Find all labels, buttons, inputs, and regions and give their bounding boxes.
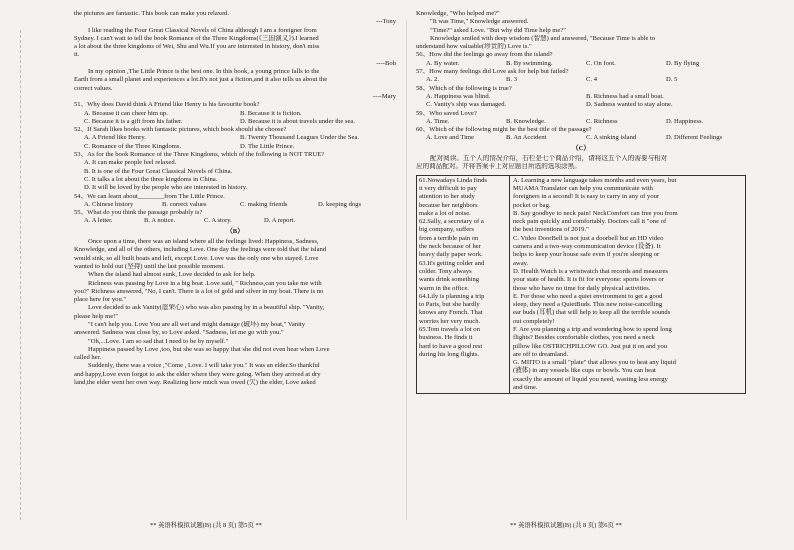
text-line: In my opinion ,The Little Prince is the best one. In this book, a young prince falls to the — [88, 68, 320, 76]
question-55 — [74, 209, 396, 226]
text-line: MUAMA Translator can help you communicate with — [513, 184, 653, 192]
text-line: sleep, they need a QuietBuds. This new noise-cancelling — [513, 301, 663, 309]
option-d[interactable]: D. Happiness. — [666, 117, 704, 125]
text-line: warm in the office. — [419, 284, 470, 292]
option-d[interactable]: D. Because it is about travels under the sea. — [240, 117, 355, 125]
question-text: 57、How many feelings did Love ask for help but failed? — [416, 68, 569, 76]
text-line: Suddenly, there was a voice ,"Come , Love. I will take you." It was an elder.So thankful — [88, 362, 320, 370]
text-line: Knowledge, "Who helped me?" — [416, 10, 500, 17]
option-a[interactable]: A. A Friend like Henry. — [84, 134, 146, 142]
text-line: G. MIITO is a small "plate" that allows you to heat any liquid — [513, 359, 676, 367]
text-line: your state of health. It is fit for everyone: sports lovers or — [513, 276, 664, 284]
option-d[interactable]: D. 5 — [666, 76, 678, 84]
option-c[interactable]: C. Vanity's ship was damaged. — [426, 101, 507, 109]
text-line: 63.It's getting colder and — [419, 259, 485, 267]
text-line: correct values. — [74, 84, 113, 92]
signature-tony: ---Tony — [375, 18, 396, 26]
paragraph-mary — [74, 68, 396, 93]
option-b[interactable]: B. It is one of the Four Great Classical Novels of China. — [84, 167, 233, 175]
option-c[interactable]: C. It talks a lot about the three kingdoms in China. — [84, 175, 218, 183]
right-page — [416, 10, 746, 394]
option-b[interactable]: B. Twenty Thousand Leagues Under the Sea. — [240, 134, 360, 142]
option-b[interactable]: B. 3 — [506, 76, 517, 84]
text-line: foreigners in a second! It is easy to carry in any of your — [513, 193, 660, 201]
text-line: during his long flights. — [419, 350, 480, 358]
text-line: attention to her study — [419, 193, 475, 201]
text-line: to Paris, but she hardly — [419, 301, 480, 309]
text-line: D. Health Watch is a wristwatch that records and measures — [513, 267, 668, 275]
page-divider — [406, 20, 407, 520]
text-line: "I can't help you. Love You are all wet and might damage (破坏) my boat," Vanity — [88, 320, 306, 328]
question-text: 51、Why does David think A Friend like Henry is his favourite book? — [74, 101, 260, 109]
text-line: big company, suffers — [419, 226, 474, 234]
option-c[interactable]: C. Romance of the Three Kingdoms. — [84, 142, 182, 150]
option-c[interactable]: C. On foot. — [586, 59, 616, 67]
option-a[interactable]: A. Chinese history — [84, 200, 134, 208]
products-column — [510, 176, 745, 394]
section-b-heading: （B） — [226, 227, 244, 235]
option-d[interactable]: D. keeping dogs — [318, 200, 362, 208]
story-passage — [74, 238, 396, 387]
text-line: pocket or bag. — [513, 201, 551, 209]
text-line: it. — [74, 51, 80, 59]
text-line: away. — [513, 259, 529, 267]
text-line: Richness was passing by Love in a big boat .Love said, " Richness,can you take me with — [88, 279, 322, 287]
question-51 — [74, 101, 396, 126]
option-b[interactable]: B. A notice. — [144, 217, 176, 225]
binding-margin — [6, 30, 21, 520]
text-line: (液体) in any vessels like cups or bowls. You can heat — [513, 367, 656, 375]
option-a[interactable]: A. Happiness was blind. — [426, 92, 491, 100]
signature-bob: ----Bob — [376, 59, 396, 67]
option-a[interactable]: A. Love and Time — [426, 134, 474, 142]
text-line: A. Learning a new language takes months and even years, but — [513, 176, 677, 184]
text-line: answered. Sadness was close by, so Love asked. "Sadness, let me go with you." — [74, 329, 284, 337]
question-text: 58、Which of the following is true? — [416, 84, 512, 92]
text-line: 61.Nowadays Linda finds — [419, 176, 487, 184]
text-line: the neck because of her — [419, 243, 481, 251]
text-line: business. He finds it — [419, 334, 473, 342]
page-footer-right: ** 英语科模拟试题(B) (共 8 页) 第6页 ** — [510, 522, 622, 529]
text-line: knows any French. That — [419, 309, 483, 317]
text-line: you?" Richness answered, "No, I can't. There is a lot of gold and silver in my boat. There is no — [74, 287, 324, 295]
option-b[interactable]: B. correct values — [162, 200, 207, 208]
page-footer-left: ** 英语科模拟试题(B) (共 8 页) 第5页 ** — [150, 522, 262, 529]
option-d[interactable]: D. Sadness wanted to stay alone. — [586, 101, 673, 109]
option-c[interactable]: C. Because it is a gift from his father. — [84, 117, 183, 125]
question-57 — [416, 68, 746, 85]
text-line: B. Say goodbye to neck pain! NeckComfort can free you from — [513, 209, 678, 217]
question-text: 53、As for the book Romance of the Three Kingdoms, which of the following is NOT TRUE? — [74, 151, 325, 159]
text-line: out completely! — [513, 317, 555, 325]
text-line: Sydney. I can't wait to tell the book Romance of the Three Kingdoms(《三国演义》).I learned — [74, 34, 319, 42]
text-line: camera and a two-way communication device (设备). It — [513, 243, 661, 251]
text-line: colder. Tony always — [419, 267, 472, 275]
people-column — [417, 176, 510, 394]
option-c[interactable]: C. 4 — [586, 76, 597, 84]
option-b[interactable]: B. Because it is fiction. — [240, 109, 302, 117]
text-line: 62.Sally, a secretary of a — [419, 218, 484, 226]
text-line: C. Video DoorBell is not just a doorbell but an HD video — [513, 234, 664, 242]
text-line: heavy daily paper work. — [419, 251, 483, 259]
question-text: 52、If Sarah likes books with fantastic pictures, which book should she choose? — [74, 126, 287, 134]
text-line: are off to dreamland. — [513, 350, 569, 358]
text-line: make a lot of noise. — [419, 209, 471, 217]
question-58 — [416, 85, 746, 110]
text-line: ear buds (耳机) that will help to keep all the terrible sounds — [513, 309, 671, 317]
option-b[interactable]: B. By swimming. — [506, 59, 553, 67]
option-b[interactable]: B. Richness had a small boat. — [586, 92, 664, 100]
signature-mary: ----Mary — [372, 92, 396, 100]
question-text: 56、How did the feelings go away from the island? — [416, 51, 553, 59]
paragraph-bob — [74, 27, 396, 60]
text-line: wants drink something — [419, 276, 480, 284]
left-page — [74, 10, 396, 387]
instruction-line: 配对阅读。五个人的情况介绍，右栏是七个商品介绍，请将这五个人的需要与相对 — [430, 155, 668, 163]
matching-table — [416, 175, 746, 395]
text-line: "It was Time," Knowledge answered. — [430, 18, 529, 26]
option-d[interactable]: D. The Little Prince. — [240, 142, 295, 150]
text-line: "Oh,...Love. I am so sad that I need to be by myself." — [88, 337, 229, 345]
option-a[interactable]: A. Time. — [426, 117, 450, 125]
question-text: 55、What do you think the passage probably is? — [74, 209, 203, 217]
option-b[interactable]: B. Knowledge. — [506, 117, 546, 125]
text-line: 64.Lily is planning a trip — [419, 292, 485, 300]
question-60 — [416, 126, 746, 143]
option-a[interactable]: A. It can make people feel relaxed. — [84, 159, 177, 167]
question-52 — [74, 126, 396, 151]
text-line: from a terrible pain on — [419, 234, 479, 242]
text-line: When the island had almost sunk, Love decided to ask for help. — [88, 271, 256, 279]
text-line: Love decided to ask Vanity(虚荣心) who was also passing by in a beautiful ship. "Vanity, — [88, 304, 325, 312]
option-a[interactable]: A. A letter. — [84, 217, 113, 225]
text-line: place here for you." — [74, 296, 127, 304]
text-line: because her neighbors — [419, 201, 478, 209]
option-c[interactable]: C. making friends — [240, 200, 288, 208]
text-line: Earth from a small planet and experiences a lot.It's not just a fiction,and it also tells us about the — [74, 76, 328, 84]
text-line: and time. — [513, 384, 538, 392]
text-line: pillow like OSTRICHPILLOW GO. Just put it on and you — [513, 342, 668, 350]
option-d[interactable]: D. By flying — [666, 59, 700, 67]
question-text: 54、We can learn about________from The Little Prince. — [74, 192, 225, 200]
text-line: Once upon a time, there was an island where all the feelings lived: Happiness, Sadness, — [88, 238, 319, 246]
text-line: Knowledge smiled with deep wisdom (智慧) and answered, "Because Time is able to — [430, 34, 656, 42]
option-d[interactable]: D. Different Feelings — [666, 134, 723, 142]
text-line: F. Are you planning a trip and wondering how to spend long — [513, 325, 672, 333]
text-line: those who have no time for daily physical activities. — [513, 284, 651, 292]
text-line: neck pain quickly and comfortably. Doctors call it "one of — [513, 218, 667, 226]
text-line: E. For those who need a quiet environment to get a good — [513, 292, 663, 300]
question-text: 59、Who saved Love? — [416, 109, 477, 117]
text-line: the pictures are fantastic. This book can make you relaxed. — [74, 10, 229, 17]
text-line: please help me!" — [74, 312, 119, 320]
text-line: and happy,Love even forgot to ask the elder where they were going. When they arrived at dry — [74, 370, 321, 378]
question-54 — [74, 193, 396, 210]
section-c-heading: （C） — [572, 144, 590, 152]
option-d[interactable]: D. It will be loved by the people who are interested in history. — [84, 184, 248, 192]
option-a[interactable]: A. By water. — [426, 59, 460, 67]
text-line: exactly the amount of liquid you need, wasting less energy — [513, 375, 668, 383]
option-c[interactable]: C. Richness — [586, 117, 618, 125]
text-line: I like reading the Four Great Classical Novels of China although I am a foreigner from — [88, 26, 317, 34]
option-a[interactable]: A. 2. — [426, 76, 440, 84]
option-b[interactable]: B. An Accident — [506, 134, 547, 142]
option-a[interactable]: A. Because it can cheer him up. — [84, 109, 168, 117]
text-line: a lot about the three kingdoms of Wei, Shu and Wu.If you are interested in history, don't miss — [74, 43, 320, 51]
text-line: would sink, so all built boats and left, except Love. Love was the only one who stayed. Love — [74, 254, 319, 262]
question-56 — [416, 51, 746, 68]
text-line: the best inventions of 2019." — [513, 226, 589, 234]
text-line: understand how valuable(珍贵的) Love is." — [416, 43, 532, 51]
text-line: Happiness passed by Love ,too, but she was so happy that she did not even hear when Love — [88, 345, 330, 353]
question-53 — [74, 151, 396, 192]
text-line: helps to keep your house safe even if you're sleeping or — [513, 251, 660, 259]
instruction-line: 应的商品配对。并将答案卡上对应题目所选的选项涂黑。 — [416, 163, 581, 171]
question-text: 60、Which of the following might be the best title of the passage? — [416, 126, 592, 134]
text-line: Knowledge, and all of the others, including Love. One day the feelings were told that the island — [74, 246, 327, 254]
text-line: it very difficult to pay — [419, 184, 477, 192]
option-c[interactable]: C. A sinking island — [586, 134, 637, 142]
question-59 — [416, 110, 746, 127]
text-line: "Time?" asked Love. "But why did Time help me?" — [430, 26, 566, 34]
text-line: flights? Besides comfortable clothes, you need a neck — [513, 334, 655, 342]
text-line: land,the elder went her own way. Realizing how much was owed (欠) the elder, Love asked — [74, 379, 316, 387]
text-line: called her. — [74, 354, 102, 362]
text-line: wanted to hold out (坚持) until the last possible moment. — [74, 262, 225, 270]
text-line: 65.Tom travels a lot on — [419, 325, 480, 333]
option-c[interactable]: C. A story. — [204, 217, 232, 225]
option-d[interactable]: D. A report. — [264, 217, 296, 225]
text-line: hard to have a good rest — [419, 342, 483, 350]
text-line: worries her very much. — [419, 317, 481, 325]
story-continuation — [416, 10, 746, 51]
